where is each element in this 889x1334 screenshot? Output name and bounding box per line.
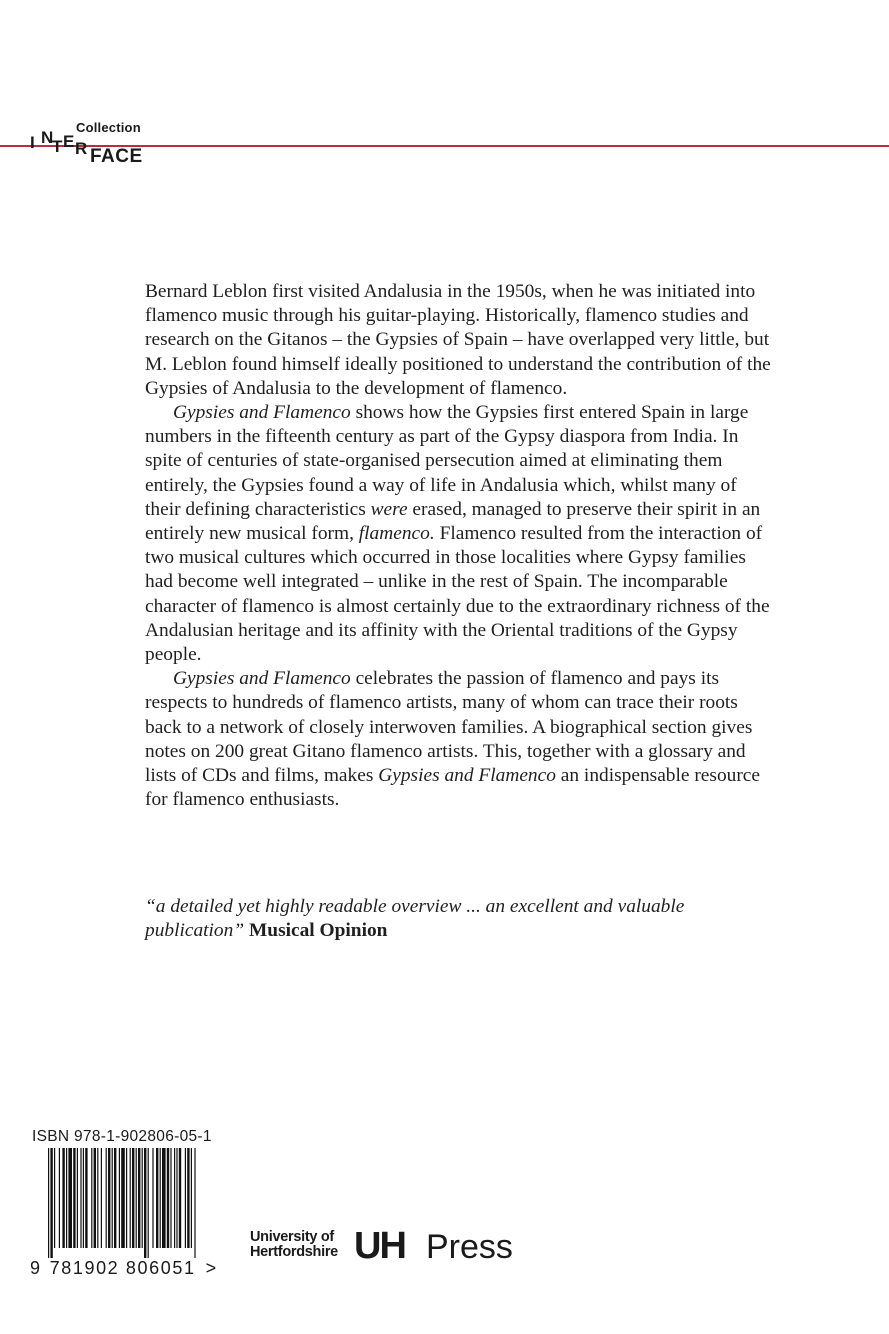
publisher-press-text: Press: [426, 1228, 513, 1266]
barcode-bar: [152, 1148, 153, 1248]
barcode-bar: [91, 1148, 92, 1248]
barcode-bar: [187, 1148, 189, 1248]
italic-text-segment: Gypsies and Flamenco: [378, 765, 556, 787]
blurb-paragraph-2: [145, 401, 775, 667]
italic-text-segment: were: [370, 498, 408, 520]
barcode-bar: [94, 1148, 96, 1248]
barcode-bar: [80, 1148, 81, 1248]
text-segment: Flamenco resulted from the interaction of two musical cultures which occurred in those localities where Gypsy families had become well integrated – unlike in the rest of Spain. The incomparable character of flamenco is almost certainly due to the extraordinary richness of the Andalusian heritage and its affinity with the Oriental traditions of the Gypsy people.: [145, 523, 770, 666]
publisher-line-2: Hertfordshire: [250, 1244, 338, 1260]
barcode-bar: [83, 1148, 84, 1248]
text-segment: celebrates the passion of flamenco and pays its respects to hundreds of flamenco artists, many of whom can trace their roots back to a network of closely interwoven families. A biographical section gives notes on 200 great Gitano flamenco artists. This, together with a glossary and lists of CDs and films, makes: [145, 668, 753, 787]
barcode-bar: [194, 1148, 195, 1258]
blurb-paragraph-3: [145, 667, 775, 812]
logo-collection-text: Collection: [76, 120, 141, 135]
review-quote: [145, 895, 775, 943]
barcode-bar: [108, 1148, 110, 1248]
barcode-bar: [136, 1148, 137, 1248]
text-segment: shows how the Gypsies first entered Spain in large numbers in the fifteenth century as part of the Gypsy diaspora from India. In spite of centuries of state-organised persecution aimed at eliminating them entirely, the Gypsies found a way of life in Andalusia which, whilst many of their defining characteristics: [145, 402, 749, 520]
italic-text-segment: Gypsies and Flamenco: [173, 402, 351, 424]
barcode-bar: [167, 1148, 169, 1248]
barcode-bar: [66, 1148, 67, 1248]
barcode-arrow: >: [205, 1258, 218, 1278]
barcode-bar: [97, 1148, 98, 1248]
series-logo: [30, 118, 160, 170]
logo-inter-letter: I: [30, 133, 35, 152]
barcode-bar: [170, 1148, 171, 1248]
italic-text-segment: flamenco.: [358, 523, 435, 545]
barcode-bar: [174, 1148, 175, 1248]
barcode-bar: [50, 1148, 52, 1258]
barcode-bar: [148, 1148, 149, 1258]
barcode-bar: [156, 1148, 158, 1248]
barcode-bar: [48, 1148, 49, 1258]
barcode-bar: [54, 1148, 55, 1248]
barcode-bar: [176, 1148, 177, 1248]
review-quote-text: “a detailed yet highly readable overview ... an excellent and valuable publication”: [145, 896, 685, 942]
barcode: [48, 1148, 198, 1258]
text-segment: an indispensable resource for flamenco enthusiasts.: [145, 765, 761, 811]
barcode-bar: [121, 1148, 125, 1248]
isbn-text: ISBN 978-1-902806-05-1: [32, 1128, 212, 1145]
publisher-line-1: University of: [250, 1229, 334, 1245]
logo-face-text: FACE: [90, 146, 143, 167]
barcode-bar: [160, 1148, 161, 1248]
barcode-bar: [132, 1148, 134, 1248]
barcode-bar: [138, 1148, 140, 1248]
text-segment: Bernard Leblon first visited Andalusia in the 1950s, when he was initiated into flamenco music through his guitar-playing. Historically, flamenco studies and research on the Gitanos – the Gypsies of Spain – have overlapped very little, but M. Leblon found himself ideally positioned to understand the contribution of the Gypsies of Andalusia to the development of flamenco.: [145, 281, 771, 399]
barcode-bar: [101, 1148, 102, 1248]
italic-text-segment: Gypsies and Flamenco: [173, 668, 351, 690]
publisher-uh-mark: UH: [354, 1225, 405, 1267]
logo-inter-letter: E: [63, 132, 75, 151]
barcode-bar: [179, 1148, 181, 1248]
barcode-bar: [85, 1148, 87, 1248]
publisher-university-name: [250, 1230, 338, 1260]
barcode-bar: [126, 1148, 127, 1248]
barcode-bar: [162, 1148, 166, 1248]
text-segment: erased, managed to preserve their spirit in an entirely new musical form,: [145, 498, 761, 545]
logo-inter-letter: N: [41, 128, 54, 147]
barcode-bar: [191, 1148, 192, 1248]
publisher-logo: [250, 1225, 550, 1268]
barcode-digit-groups: 781902 806051: [49, 1258, 196, 1278]
logo-inter-letter: R: [75, 139, 88, 158]
barcode-digits: [30, 1258, 218, 1279]
barcode-bar: [73, 1148, 75, 1248]
barcode-bar: [106, 1148, 107, 1248]
barcode-bar: [68, 1148, 72, 1248]
review-source: Musical Opinion: [248, 920, 388, 942]
barcode-bar: [185, 1148, 186, 1248]
logo-inter-letter: T: [52, 137, 63, 156]
barcode-bar: [59, 1148, 60, 1248]
barcode-bar: [114, 1148, 116, 1248]
barcode-first-digit: 9: [30, 1258, 42, 1278]
barcode-bar: [112, 1148, 113, 1248]
barcode-bar: [119, 1148, 120, 1248]
blurb-text: [145, 280, 775, 812]
barcode-bar: [142, 1148, 143, 1248]
barcode-bar: [144, 1148, 146, 1258]
blurb-paragraph-1: [145, 280, 775, 401]
barcode-bar: [130, 1148, 131, 1248]
barcode-bar: [77, 1148, 78, 1248]
barcode-bar: [62, 1148, 64, 1248]
